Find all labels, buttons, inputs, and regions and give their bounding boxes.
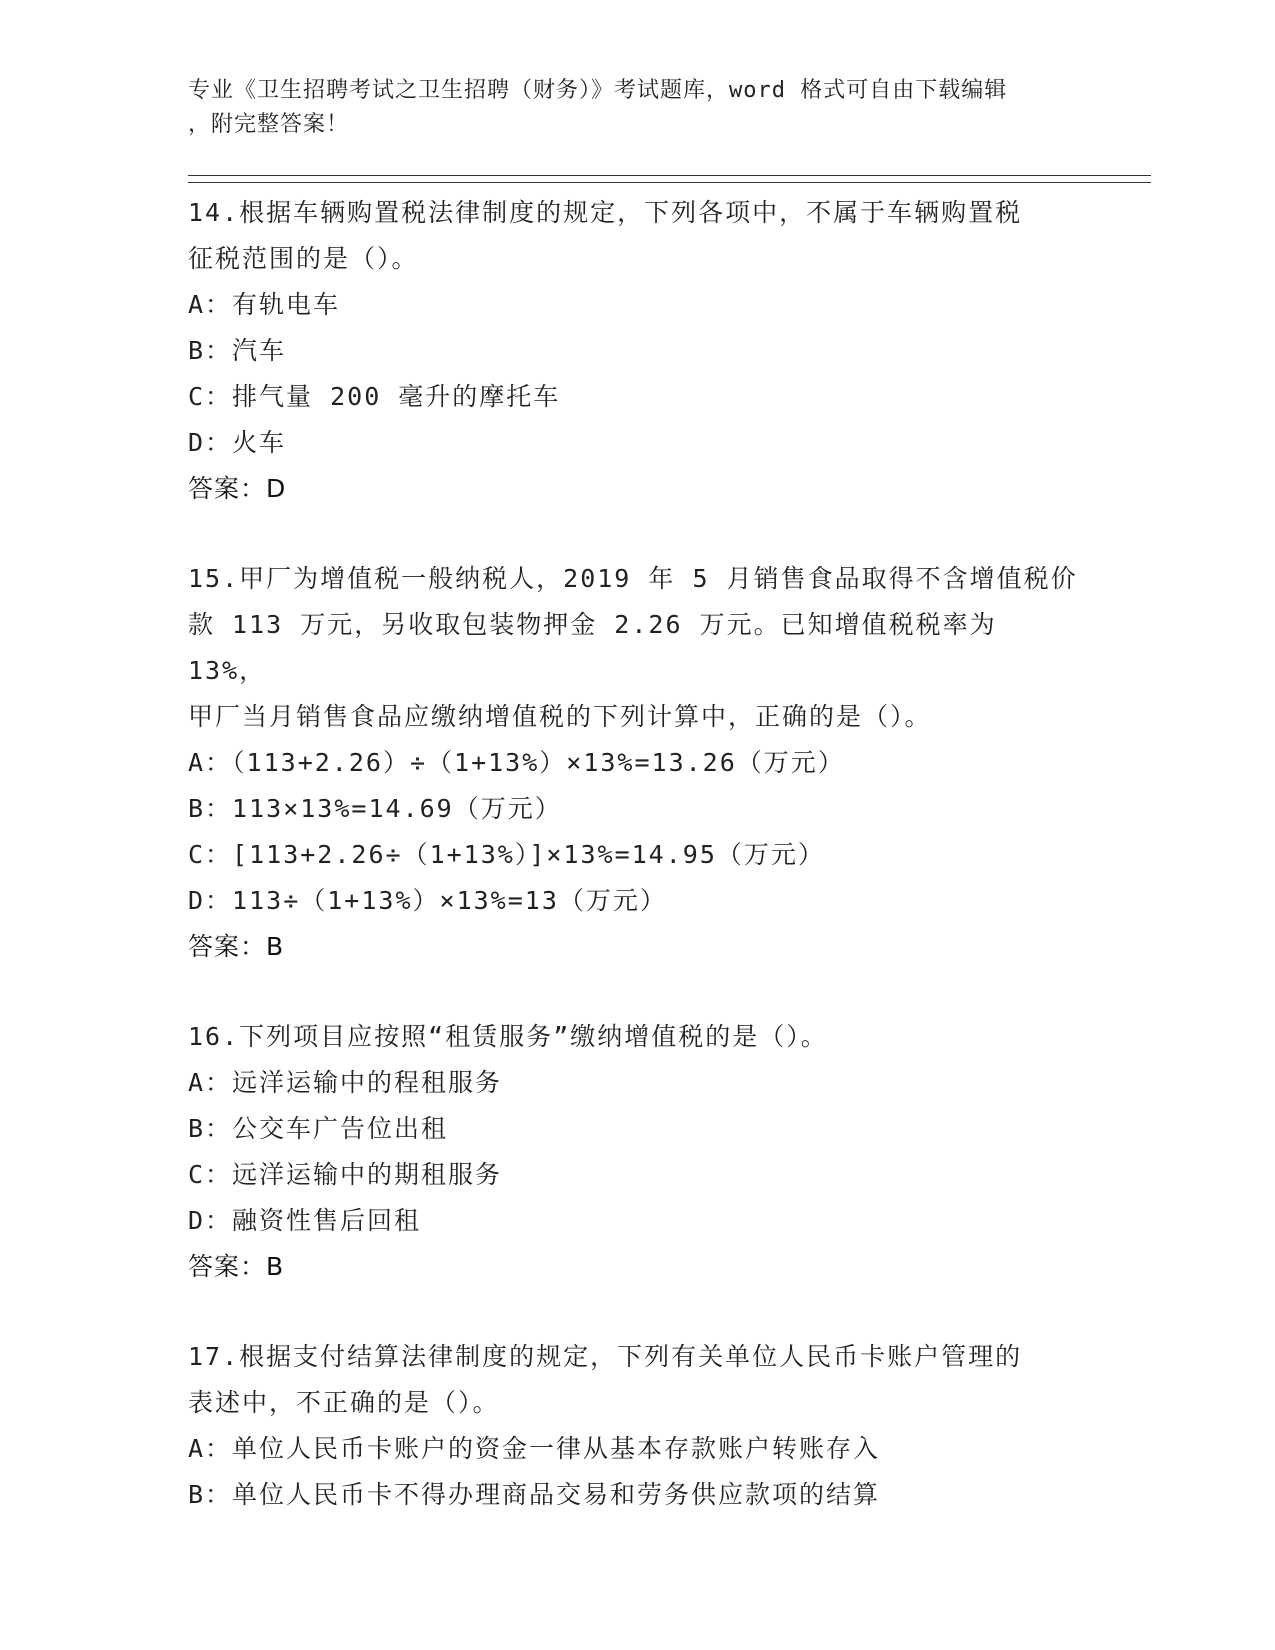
option-b: B：公交车广告位出租 (188, 1114, 449, 1143)
question-15 (188, 556, 1088, 970)
question-stem: 17.根据支付结算法律制度的规定，下列有关单位人民币卡账户管理的 (188, 1342, 1023, 1371)
question-stem: 表述中，不正确的是（）。 (188, 1388, 500, 1417)
option-b: B：113×13%=14.69（万元） (188, 794, 562, 823)
option-b: B：单位人民币卡不得办理商品交易和劳务供应款项的结算 (188, 1480, 881, 1509)
option-a: A：单位人民币卡账户的资金一律从基本存款账户转账存入 (188, 1434, 881, 1463)
question-17 (188, 1334, 1088, 1518)
answer: 答案：D (188, 474, 287, 503)
question-stem: 15.甲厂为增值税一般纳税人，2019 年 5 月销售食品取得不含增值税价 (188, 564, 1078, 593)
option-d: D：融资性售后回租 (188, 1206, 422, 1235)
header-divider-bottom (188, 182, 1151, 183)
option-d: D：113÷（1+13%）×13%=13（万元） (188, 886, 667, 915)
question-list (188, 190, 1088, 1518)
answer: 答案：B (188, 932, 285, 961)
option-a: A：有轨电车 (188, 290, 341, 319)
question-stem: 款 113 万元，另收取包装物押金 2.26 万元。已知增值税税率为 13%， (188, 610, 997, 685)
question-14 (188, 190, 1088, 512)
question-stem: 征税范围的是（）。 (188, 244, 419, 273)
option-a: A：（113+2.26）÷（1+13%）×13%=13.26（万元） (188, 748, 845, 777)
header-divider-top (188, 175, 1151, 176)
header-line-1: 专业《卫生招聘考试之卫生招聘（财务）》考试题库，word 格式可自由下载编辑 (188, 78, 1008, 103)
answer: 答案：B (188, 1252, 285, 1281)
question-16 (188, 1014, 1088, 1290)
question-spacer (188, 1290, 1088, 1334)
option-c: C：排气量 200 毫升的摩托车 (188, 382, 561, 411)
question-stem: 甲厂当月销售食品应缴纳增值税的下列计算中，正确的是（）。 (188, 702, 932, 731)
question-spacer (188, 512, 1088, 556)
document-header (188, 74, 1068, 142)
option-d: D：火车 (188, 428, 287, 457)
option-c: C：[113+2.26÷（1+13%）]×13%=14.95（万元） (188, 840, 825, 869)
option-c: C：远洋运输中的期租服务 (188, 1160, 503, 1189)
question-stem: 16.下列项目应按照“租赁服务”缴纳增值税的是（）。 (188, 1022, 828, 1051)
option-b: B：汽车 (188, 336, 287, 365)
question-spacer (188, 970, 1088, 1014)
question-stem: 14.根据车辆购置税法律制度的规定，下列各项中，不属于车辆购置税 (188, 198, 1023, 227)
header-line-2: ，附完整答案！ (188, 112, 350, 137)
option-a: A：远洋运输中的程租服务 (188, 1068, 503, 1097)
